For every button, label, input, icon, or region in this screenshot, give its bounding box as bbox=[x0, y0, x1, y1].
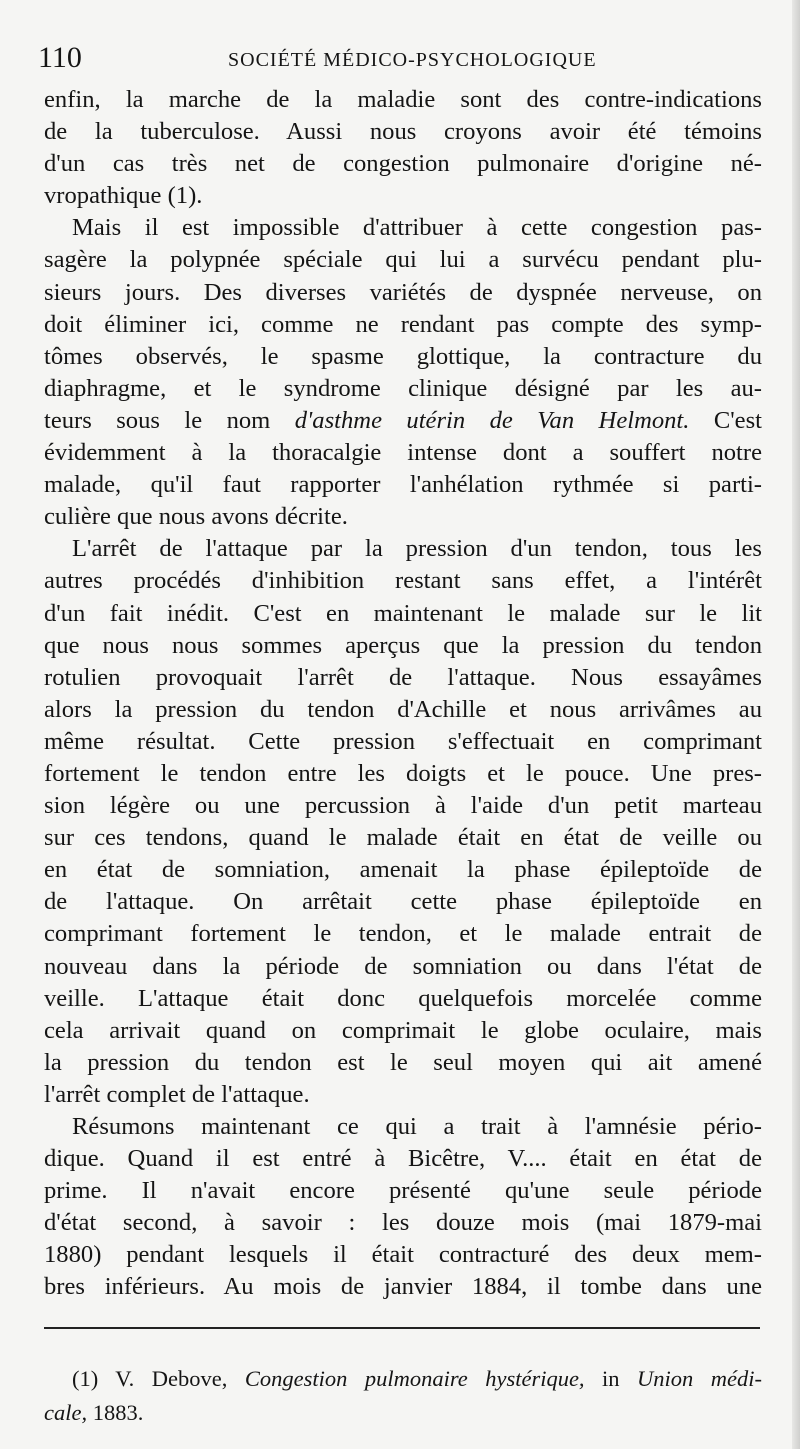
scan-edge bbox=[792, 0, 800, 1449]
text-line: d'un fait inédit. C'est en maintenant le malade sur le lit bbox=[44, 599, 762, 627]
text-line: sion légère ou une percussion à l'aide d'un petit marteau bbox=[44, 792, 762, 820]
text-line: Mais il est impossible d'attribuer à cette congestion pas- bbox=[72, 214, 762, 242]
page-number: 110 bbox=[38, 41, 82, 74]
text-line: doit éliminer ici, comme ne rendant pas compte des symp- bbox=[44, 310, 762, 338]
text-line: sagère la polypnée spéciale qui lui a survécu pendant plu- bbox=[44, 246, 762, 274]
text-line: comprimant fortement le tendon, et le malade entrait de bbox=[44, 920, 762, 948]
text-line: de la tuberculose. Aussi nous croyons avoir été témoins bbox=[44, 118, 762, 146]
text-line: nouveau dans la période de somniation ou dans l'état de bbox=[44, 952, 762, 980]
text-line: autres procédés d'inhibition restant sans effet, a l'intérêt bbox=[44, 567, 762, 595]
text-line: dique. Quand il est entré à Bicêtre, V.... était en état de bbox=[44, 1145, 762, 1173]
text-line: en état de somniation, amenait la phase épileptoïde de bbox=[44, 856, 762, 884]
text-line: fortement le tendon entre les doigts et le pouce. Une pres- bbox=[44, 759, 762, 787]
text-line: sieurs jours. Des diverses variétés de dyspnée nerveuse, on bbox=[44, 278, 762, 306]
text-line: Résumons maintenant ce qui a trait à l'amnésie pério- bbox=[72, 1113, 762, 1140]
text-line: de l'attaque. On arrêtait cette phase épileptoïde en bbox=[44, 888, 762, 916]
text-line: cela arrivait quand on comprimait le globe oculaire, mais bbox=[44, 1016, 762, 1044]
text-line: même résultat. Cette pression s'effectuait en comprimant bbox=[44, 727, 762, 755]
text-line: enfin, la marche de la maladie sont des contre-indications bbox=[44, 86, 762, 113]
text-line: d'état second, à savoir : les douze mois (mai 1879-mai bbox=[44, 1209, 762, 1237]
footnote-rule bbox=[44, 1327, 760, 1329]
text-line: l'arrêt complet de l'attaque. bbox=[44, 1080, 310, 1108]
text-line: L'arrêt de l'attaque par la pression d'un tendon, tous les bbox=[72, 535, 762, 563]
page-header bbox=[38, 38, 756, 78]
text-line: tômes observés, le spasme glottique, la contracture du bbox=[44, 342, 762, 370]
text-line: la pression du tendon est le seul moyen qui ait amené bbox=[44, 1048, 762, 1076]
text-line: rotulien provoquait l'arrêt de l'attaque. Nous essayâmes bbox=[44, 663, 762, 691]
text-line: culière que nous avons décrite. bbox=[44, 503, 348, 531]
text-line: teurs sous le nom d'asthme utérin de Van Helmont. C'est bbox=[44, 406, 762, 434]
running-head: SOCIÉTÉ MÉDICO-PSYCHOLOGIQUE bbox=[228, 49, 597, 71]
text-line: sur ces tendons, quand le malade était en état de veille ou bbox=[44, 824, 762, 852]
text-line: prime. Il n'avait encore présenté qu'une seule période bbox=[44, 1177, 762, 1205]
text-line: vropathique (1). bbox=[44, 182, 203, 210]
text-line: alors la pression du tendon d'Achille et nous arrivâmes au bbox=[44, 695, 762, 723]
footnote-line-1: (1) V. Debove, Congestion pulmonaire hystérique, in Union médi- bbox=[72, 1366, 762, 1391]
text-line: malade, qu'il faut rapporter l'anhélation rythmée si parti- bbox=[44, 471, 762, 499]
text-line: évidemment à la thoracalgie intense dont a souffert notre bbox=[44, 439, 762, 467]
text-line: diaphragme, et le syndrome clinique désigné par les au- bbox=[44, 374, 762, 402]
body-text bbox=[44, 84, 762, 1304]
footnote-line-2: cale, 1883. bbox=[44, 1400, 144, 1425]
text-line: 1880) pendant lesquels il était contracturé des deux mem- bbox=[44, 1241, 762, 1269]
text-line: veille. L'attaque était donc quelquefois morcelée comme bbox=[44, 984, 762, 1012]
text-line: bres inférieurs. Au mois de janvier 1884, il tombe dans une bbox=[44, 1273, 762, 1301]
text-line: d'un cas très net de congestion pulmonaire d'origine né- bbox=[44, 150, 762, 178]
text-line: que nous nous sommes aperçus que la pression du tendon bbox=[44, 631, 762, 659]
footnote bbox=[44, 1362, 762, 1430]
